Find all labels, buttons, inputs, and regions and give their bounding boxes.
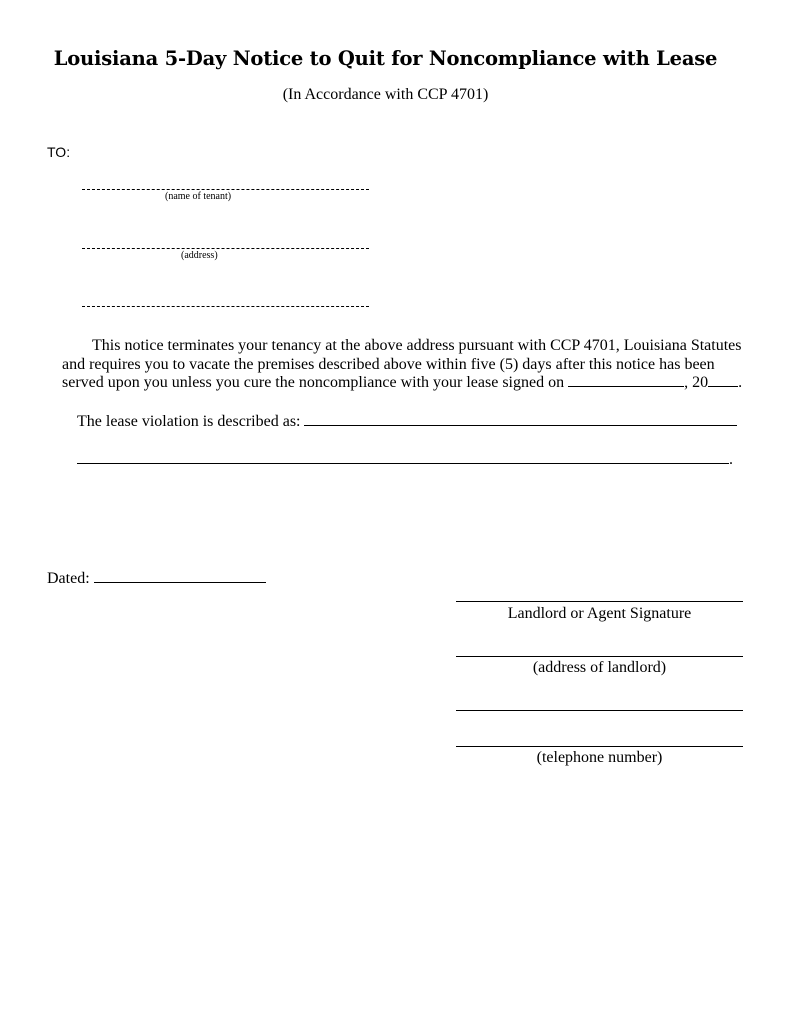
body-line-3-text: served upon you unless you cure the noncompliance with your lease signed on [62, 374, 565, 391]
landlord-address-line-2[interactable] [456, 710, 743, 711]
document-title: Louisiana 5-Day Notice to Quit for Noncompliance with Lease [53, 47, 718, 70]
lease-date-blank[interactable] [568, 386, 684, 387]
tenant-name-line[interactable] [82, 189, 369, 190]
body-line-1: This notice terminates your tenancy at the above address pursuant with CCP 4701, Louisiana Statutes [92, 337, 742, 354]
violation-row [77, 413, 737, 431]
tenant-address-line[interactable] [82, 248, 369, 249]
tenant-address-caption: (address) [181, 250, 218, 261]
document-subtitle: (In Accordance with CCP 4701) [282, 86, 489, 103]
notice-body [62, 337, 742, 393]
landlord-address-caption: (address of landlord) [532, 659, 667, 676]
landlord-signature-line[interactable] [456, 601, 743, 602]
landlord-signature-caption: Landlord or Agent Signature [507, 605, 692, 622]
tenant-name-caption: (name of tenant) [165, 191, 232, 202]
violation-end: . [729, 451, 733, 468]
telephone-caption: (telephone number) [536, 749, 663, 766]
tenant-address-line-2[interactable] [82, 306, 369, 307]
violation-blank-2[interactable] [77, 463, 729, 464]
violation-row-2 [77, 451, 733, 469]
dated-blank[interactable] [94, 582, 266, 583]
violation-label: The lease violation is described as: [77, 413, 301, 430]
to-label: TO: [47, 144, 71, 160]
body-line-2: and requires you to vacate the premises described above within five (5) days after this notice has been [62, 355, 715, 373]
violation-blank-1[interactable] [304, 425, 737, 426]
body-line-3-end: . [738, 374, 743, 391]
landlord-address-line[interactable] [456, 656, 743, 657]
telephone-line[interactable] [456, 746, 743, 747]
dated-row [47, 570, 266, 588]
body-line-3 [62, 374, 742, 393]
lease-year-blank[interactable] [708, 386, 738, 387]
year-prefix: , 20 [684, 374, 709, 391]
dated-label: Dated: [47, 570, 90, 587]
